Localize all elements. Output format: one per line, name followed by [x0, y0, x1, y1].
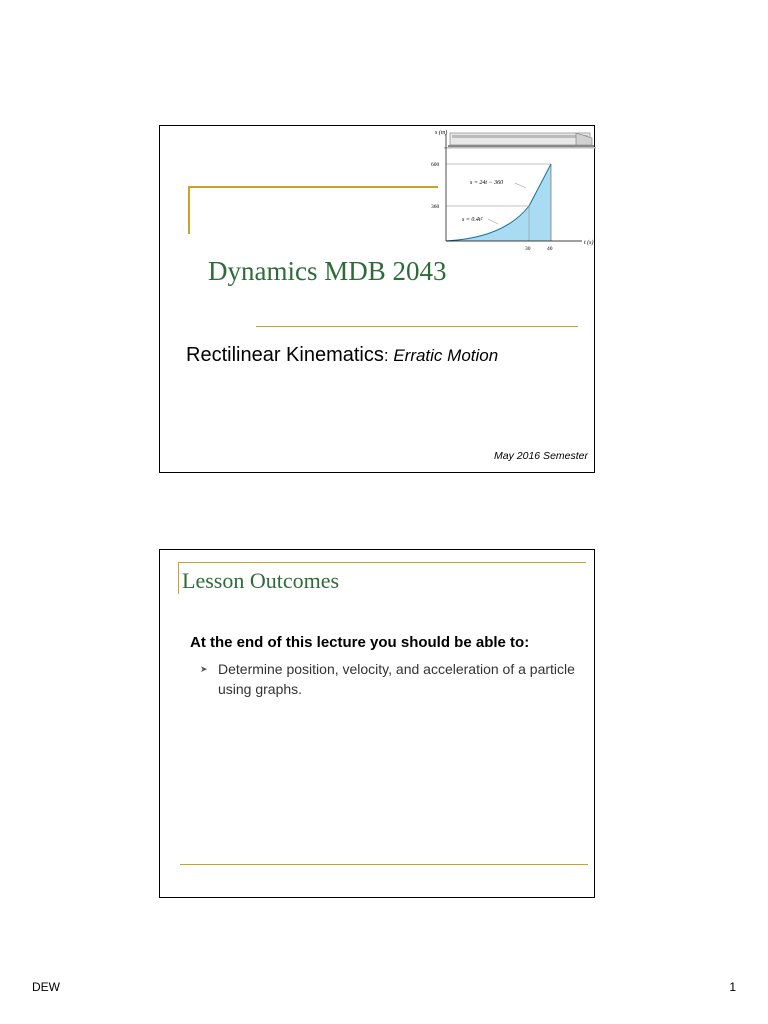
slide-title: Lesson Outcomes	[182, 568, 340, 593]
outcome-list	[200, 659, 580, 699]
leader-lower	[488, 219, 498, 224]
gold-top-rule	[178, 562, 586, 563]
gold-vertical-rule	[178, 562, 179, 594]
slide-subtitle	[186, 344, 498, 367]
semester-label: May 2016 Semester	[494, 450, 588, 462]
slide-title: Dynamics MDB 2043	[208, 256, 447, 286]
lesson-outcomes-slide	[159, 549, 595, 898]
train-icon	[444, 133, 596, 149]
x-tick-30: 30	[525, 246, 531, 252]
list-item-text: Determine position, velocity, and acceleration of a particle using graphs.	[218, 661, 575, 697]
subtitle-main: Rectilinear Kinematics	[186, 344, 384, 366]
y-tick-360: 360	[431, 204, 440, 210]
x-tick-40: 40	[547, 246, 553, 252]
footer-author: DEW	[32, 980, 60, 994]
equation-lower: s = 0.4t²	[462, 217, 483, 223]
equation-upper: s = 24t − 360	[470, 180, 504, 186]
gold-mid-rule	[256, 326, 578, 327]
title-slide	[159, 125, 595, 473]
erratic-motion-figure	[426, 126, 596, 256]
gold-bottom-rule	[180, 864, 588, 865]
y-tick-600: 600	[431, 162, 440, 168]
subtitle-separator: :	[383, 346, 394, 365]
x-axis-label: t (s)	[584, 240, 594, 246]
leader-upper	[515, 183, 526, 188]
y-axis-label: s (m)	[435, 130, 448, 136]
gold-top-rule	[188, 186, 438, 188]
subtitle-emphasis: Erratic Motion	[393, 346, 499, 365]
list-item	[200, 659, 580, 699]
page-number: 1	[729, 980, 736, 994]
arrow-bullet-icon: ➤	[200, 664, 208, 674]
gold-vertical-rule	[188, 186, 190, 234]
lead-text: At the end of this lecture you should be able to:	[190, 634, 530, 651]
